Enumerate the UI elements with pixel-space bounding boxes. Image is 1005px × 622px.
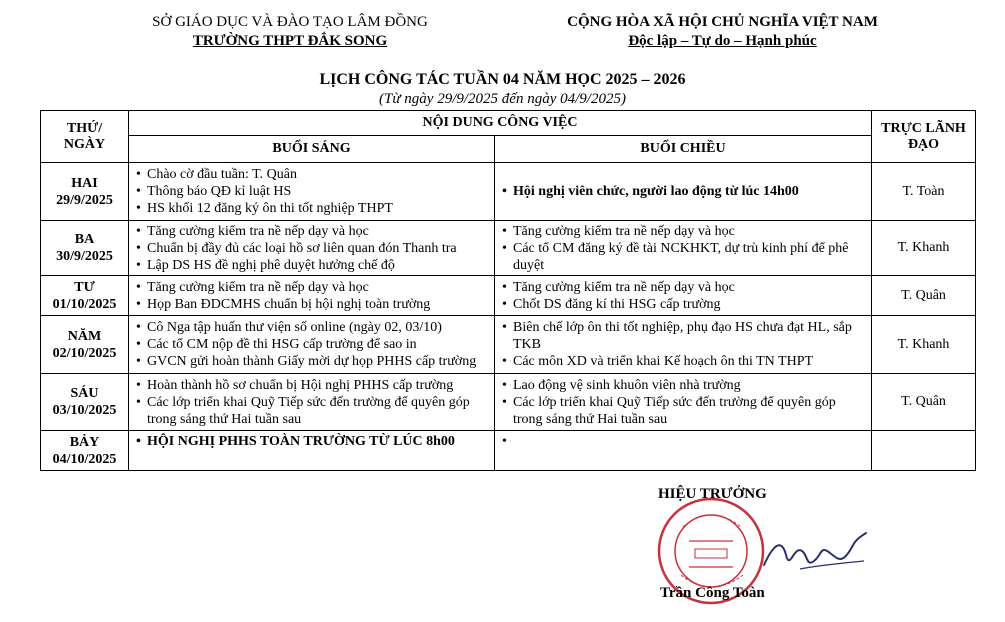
day-cell [41, 163, 129, 221]
leader-column-header [872, 111, 976, 163]
task-item: • Chào cờ đầu tuần: T. Quân [147, 166, 490, 183]
table-row [41, 374, 976, 431]
day-cell [41, 374, 129, 431]
day-cell [41, 431, 129, 471]
signature-icon [760, 525, 870, 580]
content-column-header: NỘI DUNG CÔNG VIỆC [129, 111, 872, 136]
signatory-name: Trần Công Toàn [660, 585, 765, 601]
leader-cell: T. Khanh [872, 316, 976, 374]
page-subtitle: (Từ ngày 29/9/2025 đến ngày 04/9/2025) [379, 91, 626, 107]
day-label: BẢY [69, 434, 100, 450]
afternoon-cell [495, 276, 872, 316]
date-label: 30/9/2025 [56, 249, 113, 264]
date-label: 03/10/2025 [52, 403, 117, 418]
issuing-agency [130, 13, 450, 51]
task-item: • Lao động vệ sinh khuôn viên nhà trường [513, 377, 867, 394]
table-row [41, 316, 976, 374]
task-item: • Tăng cường kiểm tra nề nếp dạy và học [513, 223, 867, 240]
task-item: • Hoàn thành hồ sơ chuẩn bị Hội nghị PHHS cấp trường [147, 377, 490, 394]
task-item: • Tăng cường kiểm tra nề nếp dạy và học [147, 223, 490, 240]
day-cell [41, 221, 129, 276]
date-label: 04/10/2025 [52, 451, 117, 467]
agency-name: SỞ GIÁO DỤC VÀ ĐÀO TẠO LÂM ĐỒNG [152, 14, 428, 30]
morning-cell [129, 374, 495, 431]
afternoon-cell [495, 374, 872, 431]
morning-cell [129, 221, 495, 276]
afternoon-cell [495, 221, 872, 276]
task-item: • Lập DS HS đề nghị phê duyệt hưởng chế độ [147, 257, 490, 274]
task-item: • Tăng cường kiểm tra nề nếp dạy và học [147, 279, 490, 296]
leader-cell: T. Khanh [872, 221, 976, 276]
task-item: • GVCN gửi hoàn thành Giấy mời dự họp PHHS cấp trường [147, 353, 490, 370]
morning-cell [129, 316, 495, 374]
afternoon-cell [495, 316, 872, 374]
afternoon-cell [495, 163, 872, 221]
day-label: SÁU [70, 386, 99, 401]
day-header-line1: THỨ/ [66, 120, 103, 136]
table-row [41, 163, 976, 221]
day-cell [41, 276, 129, 316]
task-item: • Chuẩn bị đầy đủ các loại hồ sơ liên quan đón Thanh tra [147, 240, 490, 257]
leader-cell: T. Quân [872, 374, 976, 431]
school-name: TRƯỜNG THPT ĐẮK SONG [192, 33, 388, 49]
task-item: • Các lớp triển khai Quỹ Tiếp sức đến trường để quyên góp trong sáng thứ Hai tuần sau [513, 394, 867, 428]
day-cell [41, 316, 129, 374]
national-motto [545, 13, 900, 51]
afternoon-cell [495, 431, 872, 471]
task-item: • HS khối 12 đăng ký ôn thi tốt nghiệp THPT [147, 200, 490, 217]
task-item: • Các tổ CM nộp đề thi HSG cấp trường để sao in [147, 336, 490, 353]
table-row [41, 221, 976, 276]
task-item: • Các môn XD và triển khai Kế hoạch ôn thi TN THPT [513, 353, 867, 370]
task-item: • Cô Nga tập huấn thư viện số online (ngày 02, 03/10) [147, 319, 490, 336]
leader-header-line1: TRỰC LÃNH [881, 120, 966, 136]
signatory-title: HIỆU TRƯỞNG [658, 486, 767, 502]
country-name: CỘNG HÒA XÃ HỘI CHỦ NGHĨA VIỆT NAM [567, 14, 878, 30]
date-label: 02/10/2025 [52, 345, 117, 361]
table-row [41, 431, 976, 471]
motto: Độc lập – Tự do – Hạnh phúc [628, 33, 817, 49]
task-item: • Các lớp triển khai Quỹ Tiếp sức đến trường để quyên góp trong sáng thứ Hai tuần sau [147, 394, 490, 428]
task-item: • HỘI NGHỊ PHHS TOÀN TRƯỜNG TỪ LÚC 8h00 [147, 433, 490, 450]
day-header-line2: NGÀY [63, 136, 106, 152]
subheader-row [41, 136, 976, 163]
day-label: NĂM [67, 328, 102, 344]
task-item: • Biên chế lớp ôn thi tốt nghiệp, phụ đạo HS chưa đạt HL, sắp TKB [513, 319, 867, 353]
task-item: • Hội nghị viên chức, người lao động từ lúc 14h00 [513, 183, 867, 200]
date-label: 29/9/2025 [56, 192, 113, 208]
task-item: • Họp Ban ĐDCMHS chuẩn bị hội nghị toàn trường [147, 296, 490, 313]
schedule-table [40, 110, 976, 471]
day-label: TƯ [74, 279, 95, 295]
leader-cell [872, 431, 976, 471]
afternoon-column-header: BUỔI CHIỀU [495, 136, 872, 163]
page-title: LỊCH CÔNG TÁC TUẦN 04 NĂM HỌC 2025 – 2026 [319, 71, 686, 88]
leader-cell: T. Toàn [872, 163, 976, 221]
morning-cell [129, 431, 495, 471]
task-item: • Chốt DS đăng kí thi HSG cấp trường [513, 296, 867, 313]
task-item: • Các tổ CM đăng ký đề tài NCKHKT, dự trù kinh phí để phê duyệt [513, 240, 867, 274]
leader-cell: T. Quân [872, 276, 976, 316]
header-row [41, 111, 976, 136]
date-label: 01/10/2025 [52, 296, 117, 312]
day-label: BA [74, 232, 95, 247]
day-column-header [41, 111, 129, 163]
leader-header-line2: ĐẠO [907, 136, 940, 152]
task-item: • Thông báo QĐ kỉ luật HS [147, 183, 490, 200]
morning-column-header: BUỔI SÁNG [129, 136, 495, 163]
table-row [41, 276, 976, 316]
morning-cell [129, 276, 495, 316]
morning-cell [129, 163, 495, 221]
day-label: HAI [71, 175, 98, 191]
task-item: • Tăng cường kiểm tra nề nếp dạy và học [513, 279, 867, 296]
